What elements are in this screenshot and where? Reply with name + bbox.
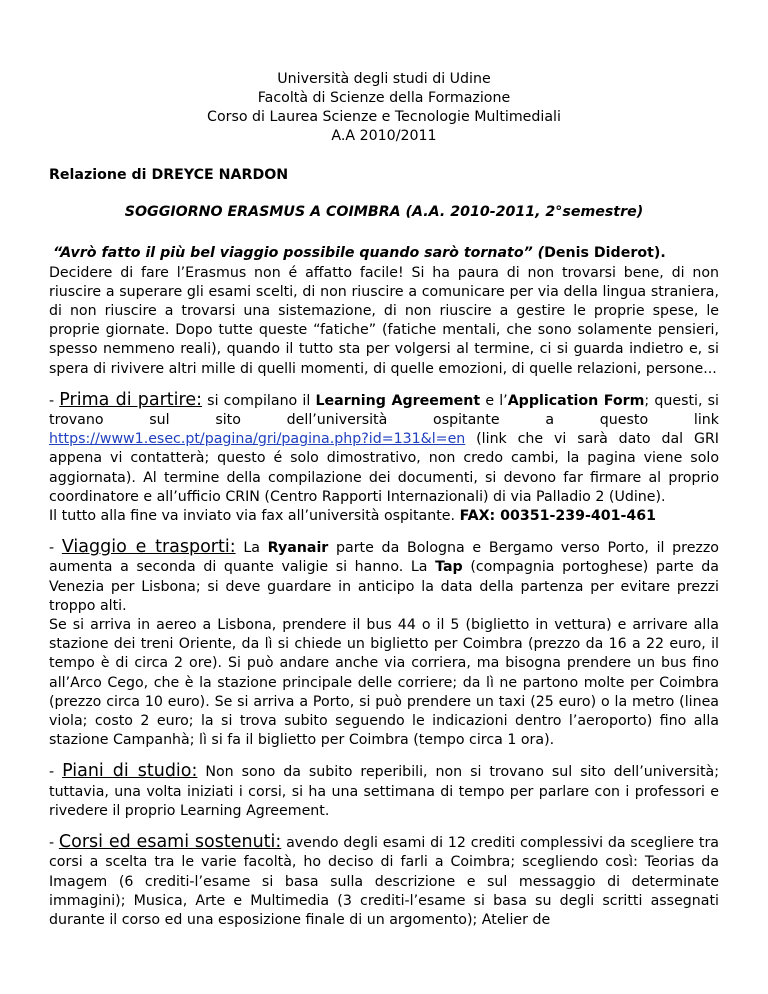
section-dash: - (49, 540, 62, 557)
academic-year: A.A 2010/2011 (331, 128, 437, 144)
intro-paragraph: Decidere di fare l’Erasmus non é affatto facile! Si ha paura di non trovarsi bene, di non riuscire a superare gli esami scelti, di non riuscire a comunicare per via della lingua straniera, di non riuscire a trovarsi una sistemazione, di non riuscire a gestire le proprie spese, le proprie giornate. Dopo tutte queste “fatiche” (fatiche mentali, che sono solamente pensieri, spesso nemmeno reali), quando il tutto sta per volgersi al termine, ci si guarda indietro e, si spera di rivivere altri mille di quelli momenti, di quelle emozioni, di quelle relazioni, persone... (49, 264, 719, 377)
report-author: Relazione di DREYCE NARDON (49, 167, 289, 183)
application-form-label: Application Form (507, 392, 645, 409)
section-text: ; questi, si trovano sul sito dell’università ospitante a questo link (49, 392, 719, 429)
quote-end: ). (653, 245, 666, 262)
faculty-name: Facoltà di Scienze della Formazione (257, 90, 511, 106)
section-dash: - (49, 835, 59, 852)
university-name: Università degli studi di Udine (277, 71, 491, 87)
tap-label: Tap (435, 559, 463, 576)
section-heading: Corsi ed esami sostenuti: (58, 832, 282, 853)
section-text: Non sono da subito reperibili, non si trovano sul sito dell’università; tuttavia, una volta iniziati i corsi, si ha una settimana di tempo per parlare con i professori e rivedere il proprio Learning Agreement. (49, 764, 719, 819)
section-text: Il tutto alla fine va inviato via fax all’università ospitante. (49, 508, 460, 525)
section-heading: Viaggio e trasporti: (61, 537, 236, 558)
course-name: Corso di Laurea Scienze e Tecnologie Multimediali (207, 109, 561, 125)
opening-quote (49, 244, 719, 263)
section-text: parte da Bologna e Bergamo verso Porto, il prezzo aumenta a seconda di quante valigie si hanno. La (49, 540, 719, 576)
section-text: e l’ (480, 392, 508, 409)
section-piani-di-studio (49, 762, 719, 821)
section-text: (compagnia portoghese) parte da Venezia per Lisbona; si deve guardare in anticipo la data della partenza per evitare prezzi troppo alti. (49, 559, 719, 614)
section-prima-di-partire (49, 391, 719, 526)
section-text: La (235, 540, 268, 557)
travel-details-paragraph: Se si arriva in aereo a Lisbona, prendere il bus 44 o il 5 (biglietto in vettura) e arrivare alla stazione dei treni Oriente, da lì si chiede un biglietto per Coimbra (prezzo da 16 a 22 euro, il tempo è di circa 2 ore). Si può andare anche via corriera, ma bisogna prendere un bus fino all’Arco Cego, che è la stazione principale delle corriere; da lì ne partono molte per Coimbra (prezzo circa 10 euro). Se si arriva a Porto, si può prendere un taxi (25 euro) o la metro (linea viola; costo 2 euro; la si trova subito seguendo le indicazioni dentro l’aeroporto) fino alla stazione Campanhà; lì si fa il biglietto per Coimbra (tempo circa 1 ora). (49, 617, 719, 749)
document-page (49, 70, 719, 930)
section-heading: Piani di studio: (62, 761, 198, 782)
section-dash: - (49, 392, 60, 409)
quote-text: “Avrò fatto il più bel viaggio possibile quando sarò tornato” ( (53, 245, 545, 262)
section-text: si compilano il (202, 392, 316, 409)
quote-author: Denis Diderot (544, 245, 654, 262)
section-corsi-ed-esami (49, 833, 719, 930)
report-subtitle: SOGGIORNO ERASMUS A COIMBRA (A.A. 2010-2011, 2°semestre) (124, 204, 644, 221)
learning-agreement-label: Learning Agreement (315, 392, 481, 409)
university-link[interactable]: https://www1.esec.pt/pagina/gri/pagina.php?id=131&l=en (49, 431, 466, 448)
fax-number: FAX: 00351-239-401-461 (459, 508, 657, 525)
document-header (49, 70, 719, 146)
section-text: (link che vi sarà dato dal GRI appena vi contatterà; questo é solo dimostrativo, non credo cambi, la pagina viene solo aggiornata). Al termine della compilazione dei documenti, si devono far firmare al proprio coordinatore e all’ufficio CRIN (Centro Rapporti Internazionali) di via Palladio 2 (Udine). (49, 431, 719, 505)
section-dash: - (49, 764, 63, 781)
section-heading: Prima di partire: (59, 389, 203, 410)
section-text: avendo degli esami di 12 crediti complessivi da scegliere tra corsi a scelta tra le varie facoltà, ho deciso di farli a Coimbra; scegliendo così: Teorias da Imagem (6 crediti-l’esame si basa sulla descrizione e sul messaggio di determinate immagini); Musica, Arte e Multimedia (3 crediti-l’esame si basa su degli scritti assegnati durante il corso ed una esposizione finale di un argomento); Atelier de (49, 835, 719, 928)
section-viaggio-e-trasporti (49, 538, 719, 616)
ryanair-label: Ryanair (267, 540, 329, 557)
